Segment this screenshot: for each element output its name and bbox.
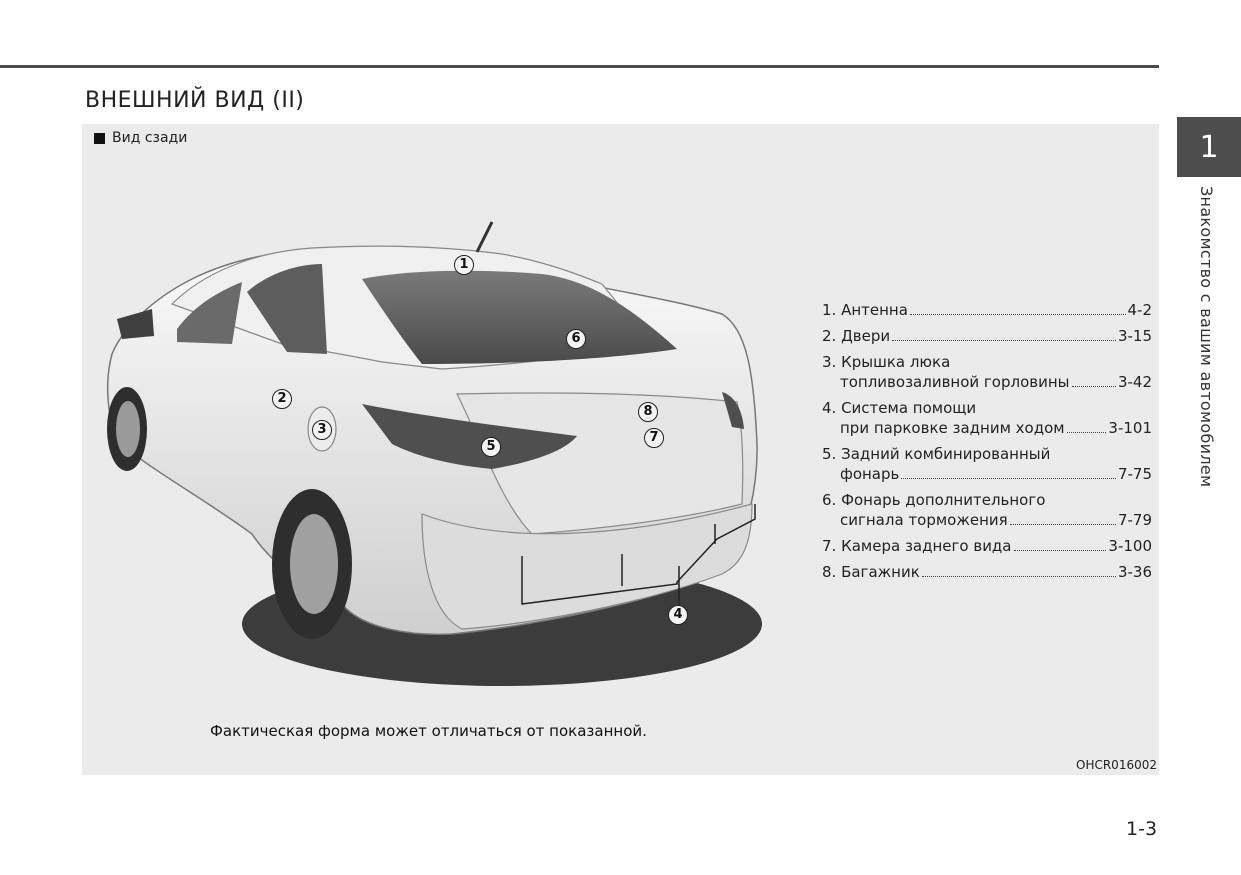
legend-label-continued: фонарь bbox=[840, 465, 900, 483]
legend-page-ref: 3-36 bbox=[1117, 563, 1152, 581]
figure-caption: Фактическая форма может отличаться от показанной. bbox=[210, 722, 647, 740]
callout-parking-sensors: 4 bbox=[668, 605, 688, 625]
legend-label-continued: топливозаливной горловины bbox=[840, 373, 1070, 391]
legend-item bbox=[822, 444, 1152, 484]
callout-trunk: 8 bbox=[638, 402, 658, 422]
legend-item bbox=[822, 300, 1152, 320]
legend-label: 1. Антенна bbox=[822, 301, 908, 319]
callout-rear-camera: 7 bbox=[644, 428, 664, 448]
legend-page-ref: 7-79 bbox=[1117, 511, 1152, 529]
chapter-side-title: Знакомство с вашим автомобилем bbox=[1197, 186, 1216, 488]
callout-antenna: 1 bbox=[454, 255, 474, 275]
leader-dots bbox=[922, 576, 1116, 577]
figure-code: OHCR016002 bbox=[1076, 758, 1157, 772]
leader-dots bbox=[1010, 524, 1116, 525]
page-number: 1-3 bbox=[1126, 818, 1158, 840]
legend-label: 3. Крышка люка bbox=[822, 353, 951, 371]
legend-page-ref: 3-42 bbox=[1117, 373, 1152, 391]
top-rule bbox=[0, 65, 1159, 68]
leader-dots bbox=[1072, 386, 1116, 387]
rear-wheel-rim bbox=[290, 514, 338, 614]
legend-item bbox=[822, 352, 1152, 392]
front-wheel-rim bbox=[116, 401, 140, 457]
legend-page-ref: 4-2 bbox=[1127, 301, 1152, 319]
leader-dots bbox=[1014, 550, 1107, 551]
legend-page-ref: 7-75 bbox=[1117, 465, 1152, 483]
figure-panel bbox=[82, 124, 1159, 775]
legend-label-continued: при парковке задним ходом bbox=[840, 419, 1065, 437]
callout-fuel-door: 3 bbox=[312, 420, 332, 440]
legend-label: 8. Багажник bbox=[822, 563, 920, 581]
antenna bbox=[477, 222, 492, 252]
legend-page-ref: 3-100 bbox=[1108, 537, 1152, 555]
callout-doors: 2 bbox=[272, 389, 292, 409]
side-mirror bbox=[117, 309, 154, 339]
legend-item bbox=[822, 490, 1152, 530]
car-rear-illustration bbox=[82, 124, 782, 724]
legend-label: 6. Фонарь дополнительного bbox=[822, 491, 1046, 509]
chapter-tab: 1 bbox=[1177, 117, 1241, 177]
legend-label: 2. Двери bbox=[822, 327, 891, 345]
legend-label: 7. Камера заднего вида bbox=[822, 537, 1012, 555]
page-title: ВНЕШНИЙ ВИД (II) bbox=[85, 88, 305, 113]
legend-list bbox=[822, 300, 1152, 588]
legend-label: 5. Задний комбинированный bbox=[822, 445, 1051, 463]
legend-item bbox=[822, 562, 1152, 582]
legend-item bbox=[822, 536, 1152, 556]
legend-page-ref: 3-15 bbox=[1117, 327, 1152, 345]
legend-label-continued: сигнала торможения bbox=[840, 511, 1008, 529]
legend-item bbox=[822, 326, 1152, 346]
legend-page-ref: 3-101 bbox=[1108, 419, 1152, 437]
legend-item bbox=[822, 398, 1152, 438]
leader-dots bbox=[1067, 432, 1107, 433]
leader-dots bbox=[901, 478, 1116, 479]
callout-stop-lamp: 6 bbox=[566, 329, 586, 349]
leader-dots bbox=[910, 314, 1126, 315]
callout-tail-lamp: 5 bbox=[481, 437, 501, 457]
leader-dots bbox=[892, 340, 1116, 341]
figure-subheading-text: Вид сзади bbox=[112, 130, 188, 146]
legend-label: 4. Система помощи bbox=[822, 399, 977, 417]
